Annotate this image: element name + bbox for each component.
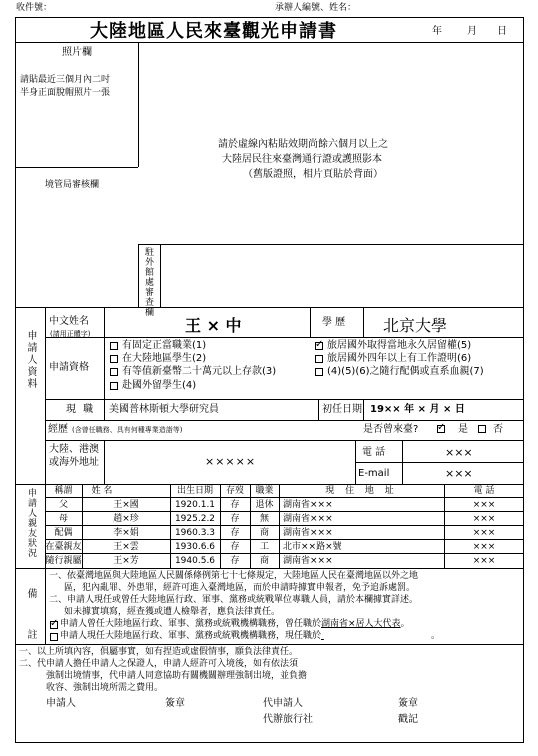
first-date-value[interactable]: 19×× 年 × 月 × 日: [370, 404, 465, 415]
family-cell: 王×國: [113, 500, 139, 510]
education-label: 學 歷: [322, 317, 346, 328]
remark-line-1: 一、依臺灣地區與大陸地區人民關係條例第七十七條規定，大陸地區人民在臺灣地區以外之地: [49, 571, 419, 581]
family-header-alive: 存歿: [225, 486, 244, 496]
remark-line-3: 二、申請人現任或曾任大陸地區行政、軍事、黨務或統戰單位專職人員，請於本欄據實詳述。: [49, 595, 419, 605]
remark-line-5: 申請人曾任大陸地區行政、軍事、黨務或統戰機構職務，曾任職於湖南省×居人大代表。: [60, 619, 410, 629]
family-cell: 存: [230, 556, 240, 566]
applicant-sign-label: 申請人: [46, 698, 76, 709]
family-cell: 商: [259, 528, 269, 538]
applicant-sign-stamp[interactable]: 簽章: [165, 698, 185, 709]
family-cell: 存: [230, 514, 240, 524]
family-cell: 王×芳: [113, 556, 139, 566]
tel-value[interactable]: ×××: [445, 446, 473, 459]
photo-note-1: 請貼最近三個月內二吋: [20, 75, 111, 85]
family-cell: 存: [230, 542, 240, 552]
held-office-value[interactable]: 湖南省×居人大代表: [321, 619, 401, 629]
footer-line-4: 收容、強制出境所需之費用。: [46, 683, 164, 693]
photo-label: 照片欄: [62, 47, 92, 58]
family-cell: 北市××路×號: [283, 542, 342, 552]
family-header-name: 姓 名: [91, 486, 113, 496]
qual-7-checkbox[interactable]: [315, 368, 323, 376]
photo-note-2: 半身正面脫帽照片一張: [20, 88, 111, 98]
family-cell: 趙×珍: [113, 514, 139, 524]
footer-line-3: 強制出境情事，代申請人同意協助有關機關辦理強制出境，並負擔: [46, 671, 308, 681]
form-title: 大陸地區人民來臺觀光申請書: [90, 21, 337, 42]
overseas-review-label: 駐外館處審查欄: [143, 247, 153, 317]
agent-label: 代申請人: [263, 698, 303, 709]
remark-line-4: 如未據實填寫，經查獲或遭人檢舉者，應負法律責任。: [64, 607, 281, 617]
name-hint: (請用正體字): [50, 330, 91, 338]
experience-label: 經歷: [48, 424, 68, 435]
qual-4-checkbox[interactable]: [110, 382, 118, 390]
qual-7-text: (4)(5)(6)之隨行配偶或直系血親(7): [327, 366, 484, 377]
remark-line-2: 區，犯內亂罪、外患罪，經許可進入臺灣地區，而於申請時據實申報者，免予追訴處罰。: [64, 583, 416, 593]
family-cell: ×××: [472, 528, 496, 538]
family-cell: 商: [259, 556, 269, 566]
experience-hint: (含曾任職務、具有何種專業造詣等): [72, 426, 183, 434]
family-header-birth: 出生日期: [176, 486, 213, 496]
family-header-tel: 電 話: [473, 486, 495, 496]
family-cell: ×××: [472, 542, 496, 552]
family-header-relation: 稱謂: [54, 486, 73, 496]
current-office-checkbox[interactable]: [50, 633, 58, 641]
applicant-name[interactable]: 王 × 中: [185, 316, 242, 335]
tel-label: 電 話: [362, 447, 386, 458]
name-label: 中文姓名: [49, 316, 89, 327]
qual-2-checkbox[interactable]: [110, 355, 118, 363]
table-row: 在臺親友: [45, 542, 82, 552]
qual-2-text: 在大陸地區學生(2): [122, 353, 207, 364]
qual-5-text: 旅居國外取得當地永久居留權(5): [327, 340, 472, 351]
family-section-label: 申請人親友狀況: [26, 488, 36, 558]
visited-no-checkbox[interactable]: [478, 425, 486, 433]
qual-6-text: 旅居國外四年以上有工作證明(6): [327, 353, 472, 364]
family-header-address: 現 住 地 址: [325, 486, 398, 496]
visited-yes-checkbox[interactable]: [437, 425, 445, 433]
qual-1-checkbox[interactable]: [110, 342, 118, 350]
family-cell: 1960.3.3: [174, 528, 216, 538]
table-row: 母: [58, 514, 68, 524]
visited-yes-label: 是: [458, 424, 468, 435]
family-cell: 工: [259, 542, 269, 552]
passport-note-2: 大陸居民往來臺灣通行證或護照影本: [222, 154, 382, 165]
family-cell: 1930.6.6: [174, 542, 216, 552]
family-cell: 存: [230, 500, 240, 510]
email-value[interactable]: ×××: [445, 467, 473, 480]
qual-1-text: 有固定正當職業(1): [122, 340, 207, 351]
footer-line-1: 一、以上所填內容，俱屬事實，如有捏造或虛假情事，願負法律責任。: [19, 647, 299, 657]
table-row: 隨行親屬: [45, 556, 82, 566]
agent-sign-stamp[interactable]: 簽章: [398, 698, 418, 709]
date-year: 年: [432, 26, 442, 37]
date-month: 月: [467, 26, 477, 37]
address-label: 大陸、港澳或海外地址: [49, 444, 99, 468]
family-cell: 湖南省×××: [283, 556, 333, 566]
family-cell: 王×雲: [113, 542, 139, 552]
first-date-label: 初任日期: [322, 404, 362, 415]
date-day: 日: [497, 26, 507, 37]
family-cell: 無: [259, 514, 269, 524]
family-cell: 1920.1.1: [174, 500, 216, 510]
visited-label: 是否曾來臺?: [363, 424, 419, 435]
job-label: 現 職: [66, 404, 96, 415]
qual-4-text: 赴國外留學生(4): [122, 380, 197, 391]
family-cell: ×××: [472, 556, 496, 566]
agency-stamp[interactable]: 戳記: [398, 714, 418, 725]
qual-6-checkbox[interactable]: [315, 355, 323, 363]
family-cell: 1940.5.6: [174, 556, 216, 566]
title-divider: [15, 42, 524, 43]
email-label: E-mail: [358, 468, 390, 479]
address-value[interactable]: ×××××: [205, 455, 257, 468]
applicant-section-label: 申請人資料: [25, 330, 36, 390]
family-cell: 湖南省×××: [283, 514, 333, 524]
qualification-label: 申請資格: [49, 362, 89, 373]
visited-no-label: 否: [493, 424, 503, 435]
remarks-label: 備 註: [25, 588, 36, 654]
passport-note-3: （舊版證照，相片頁貼於背面）: [243, 169, 383, 180]
table-row: 配偶: [54, 528, 73, 538]
qual-3-checkbox[interactable]: [110, 368, 118, 376]
family-cell: 存: [230, 528, 240, 538]
family-cell: ×××: [472, 514, 496, 524]
footer-line-2: 二、代申請人擔任申請人之保證人，申請人經許可入境後，如有依法須: [19, 659, 299, 669]
family-cell: 1925.2.2: [174, 514, 216, 524]
family-cell: ×××: [472, 500, 496, 510]
qual-3-text: 有等值新臺幣二十萬元以上存款(3): [122, 366, 277, 377]
family-cell: 退休: [255, 500, 274, 510]
receipt-number-label: 收件號：: [16, 3, 53, 13]
passport-note-1: 請於虛線內粘貼效期尚餘六個月以上之: [218, 139, 388, 150]
education-value[interactable]: 北京大學: [383, 316, 448, 335]
job-value[interactable]: 美國普林斯頓大學研究員: [109, 404, 219, 415]
family-cell: 李×娟: [113, 528, 139, 538]
family-header-job: 職業: [255, 486, 274, 496]
table-row: 父: [58, 500, 68, 510]
agency-label: 代辦旅行社: [263, 714, 313, 725]
qual-5-checkbox[interactable]: [315, 342, 323, 350]
family-cell: 湖南省×××: [283, 528, 333, 538]
handler-label: 承辦人編號、姓名：: [275, 3, 357, 13]
review-label: 境管局審核欄: [45, 180, 100, 190]
family-cell: 湖南省×××: [283, 500, 333, 510]
current-office-value[interactable]: [321, 632, 431, 641]
remark-line-6: 申請人現任大陸地區行政、軍事、黨務或統戰機構職務，現任職於 。: [60, 631, 441, 641]
held-office-checkbox[interactable]: [50, 621, 58, 629]
